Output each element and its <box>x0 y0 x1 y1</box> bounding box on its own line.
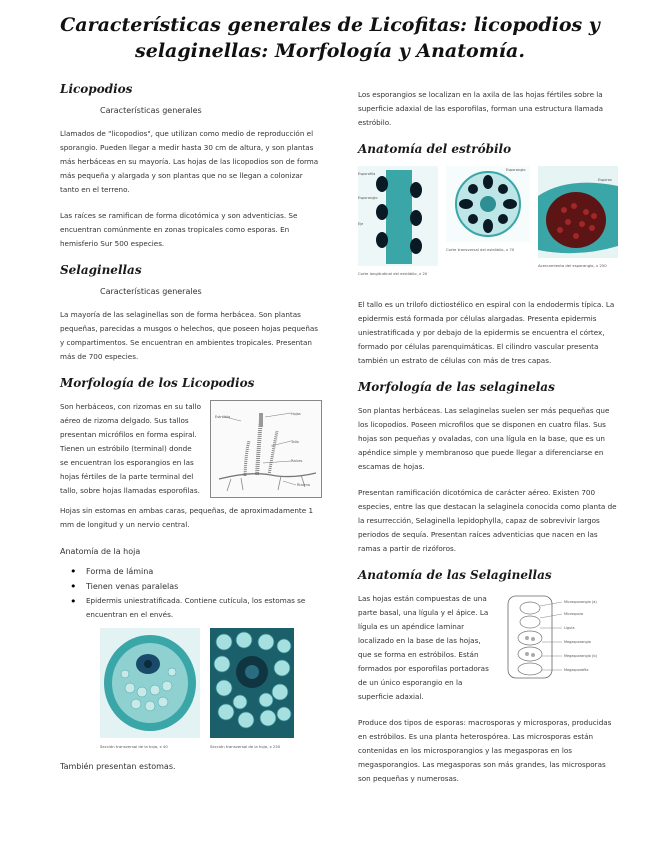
estrobilo-transversal <box>446 166 530 242</box>
estrobilo-label-esporofila: Esporofila <box>358 172 376 176</box>
licopodio-plant-image <box>210 400 322 498</box>
right-column <box>358 88 620 798</box>
licopodios-heading: Licopodios <box>60 82 133 96</box>
morfologia-p1: Son herbáceos, con rizomas en su tallo aéreo de rizoma delgado. Sus tallos presentan micrófilos en forma espiral. Tienen un estróbilo (terminal) donde se encuentran los esporangios en las hojas fértiles de la parte terminal del tallo, sobre hojas llamadas esporofilas. <box>60 402 201 495</box>
label-hojas: Hojas <box>291 412 301 416</box>
estrobilo-figure-esporangio <box>538 166 618 274</box>
anatomia-sel-p2: Produce dos tipos de esporas: macrosporas y microsporas, producidas en estróbilos. Es una planta heterospórea. Las microsporas están contenidas en los microsporangios y las megasporas en los megasporangios. Las megasporas son más grandes, las microsporas son pequeñas y numerosas. <box>358 718 612 783</box>
morfologia-sel-p2: Presentan ramificación dicotómica de carácter aéreo. Existen 700 especies, entre las que destacan la selaginela conocida como planta de la resurrección, Selaginella lepidophylla, capaz de sobrevivir largos periodos de sequía. Presentan raíces adventicias que nacen en las ramas a partir de rizóforos. <box>358 488 617 553</box>
anatomia-estrobilo-p1: El tallo es un trilofo dictiostélico en espiral con la endodermis típica. La epidermis está formada por células alargadas. Presenta epidermis uniestratificada y por debajo de la epidermis se encuentra el córtex, formado por células parenquimáticas. El cilindro vascular presenta también un estrato de células con más de tres capas. <box>358 300 615 365</box>
leaf-section-figure-2 <box>210 628 294 749</box>
selaginellas-p1: La mayoría de las selaginellas son de forma herbácea. Son plantas pequeñas, parecidas a musgos o helechos, que poseen hojas pequeñas y compartimentos. Se encuentran en ambientes tropicales. Presentan más de 700 especies. <box>60 310 319 361</box>
page-title: Características generales de Licofitas: licopodios y selaginellas: Morfología y Anatomía. <box>60 14 600 62</box>
leaf-cross-section-2 <box>210 628 294 738</box>
licopodios-sub: Características generales <box>100 106 202 115</box>
morfologia-p2: Hojas sin estomas en ambas caras, pequeñas, de aproximadamente 1 mm de longitud y un nervio central. <box>60 506 314 529</box>
label-estrobilo: Estróbilo <box>215 415 231 419</box>
selaginellas-heading: Selaginellas <box>60 263 142 277</box>
leaf-caption-2: Sección transversal de la hoja, x 250 <box>210 743 281 749</box>
sel-label-3: Lígula <box>564 626 575 630</box>
anatomia-selaginellas-heading: Anatomía de las Selaginellas <box>358 568 552 582</box>
selaginella-diagram <box>500 592 620 682</box>
left-footer-note: También presentan estomas. <box>60 761 176 771</box>
anatomia-estrobilo-heading: Anatomía del estróbilo <box>358 142 512 156</box>
estrobilo-label-esporas: Esporas <box>598 178 612 182</box>
left-column <box>60 82 322 786</box>
leaf-section-figure-1 <box>100 628 200 749</box>
estrobilo-label-eje: Eje <box>358 222 364 226</box>
sel-label-6: Megasporofila <box>564 668 589 672</box>
licopodios-p2: Las raíces se ramifican de forma dicotómica y son adventicias. Se encuentran comúnmente en zonas tropicales como esporas. En hemisferio Sur 500 especies. <box>60 211 298 248</box>
licopodios-p1: Llamados de "licopodios", que utilizan como medio de reproducción el sporangio. Pueden llegar a medir hasta 30 cm de altura, y son plantas más herbáceas en su mayoría. Las hojas de las licopodios son de forma más pequeña y alargada y son plantas que no se llegan a colonizar tanto en el terreno. <box>60 129 319 194</box>
estrobilo-caption-3: Acercamiento del esporangio, x 250 <box>538 263 607 268</box>
estrobilo-label-esporangio-2: Esporangio <box>506 168 526 172</box>
estrobilo-caption-2: Corte transversal del estróbilo, x 70 <box>446 247 515 252</box>
estrobilo-figure-longitudinal <box>358 166 438 274</box>
morfologia-sel-p1: Son plantas herbáceas. Las selaginelas suelen ser más pequeñas que los licopodios. Poseen microfilos que se disponen en cuatro filas. Sus hojas son pequeñas y ovaladas, con una lígula en la base, que es un apéndice simple y membranoso que puede llegar a diferenciarse en escamas de hojas. <box>358 406 610 471</box>
anatomia-hoja-title: Anatomía de la hoja <box>60 547 141 556</box>
estrobilo-label-esporangio: Esporangio <box>358 196 378 200</box>
morfologia-licopodios-heading: Morfología de los Licopodios <box>60 376 255 390</box>
label-rizoma: Rizoma <box>297 483 310 487</box>
sel-label-5: Megasporangio (b) <box>564 654 597 658</box>
list-item: • Tienen venas paralelas <box>60 579 322 594</box>
label-tallo: Tallo <box>291 440 299 444</box>
estrobilo-caption-1: Corte longitudinal del estróbilo, x 20 <box>358 271 428 276</box>
sel-label-2: Microspora <box>564 612 584 616</box>
selaginella-strobilus-drawing <box>500 592 620 682</box>
sel-label-1: Microsporangio (a) <box>564 600 597 604</box>
estrobilo-figure-transversal <box>446 166 530 274</box>
leaf-cross-section-1 <box>100 628 200 738</box>
sel-label-4: Megasporangio <box>564 640 591 644</box>
anatomia-hoja-list <box>60 564 322 622</box>
list-item: • Forma de lámina <box>60 564 322 579</box>
label-raices: Raíces <box>291 459 303 463</box>
estrobilo-intro: Los esporangios se localizan en la axila de las hojas fértiles sobre la superficie adaxial de las esporofilas, forman una estructura llamada estróbilo. <box>358 90 604 127</box>
estrobilo-longitudinal <box>358 166 438 266</box>
list-item: • Epidermis uniestratificada. Contiene cutícula, los estomas se encuentran en el envés. <box>60 594 322 622</box>
estrobilo-images <box>358 166 620 274</box>
selaginellas-sub: Características generales <box>100 287 202 296</box>
leaf-caption-1: Sección transversal de la hoja, x 40 <box>100 743 168 749</box>
anatomia-sel-p1: Las hojas están compuestas de una parte basal, una lígula y el ápice. La lígula es un apéndice laminar localizado en la base de las hojas, que se forma en estróbilos. Están formados por esporofilas portadoras de un único esporangio en la superficie adaxial. <box>358 594 489 701</box>
leaf-section-images <box>100 628 322 749</box>
morfologia-selaginelas-heading: Morfología de las selaginelas <box>358 380 555 394</box>
